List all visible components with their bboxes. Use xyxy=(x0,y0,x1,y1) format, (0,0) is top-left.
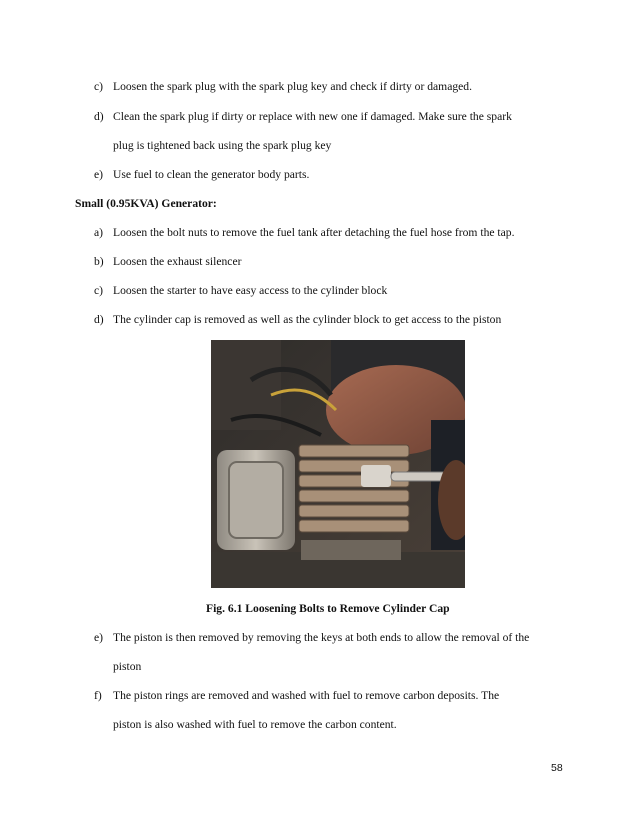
section-heading: Small (0.95KVA) Generator: xyxy=(75,197,217,210)
list-marker: c) xyxy=(94,284,104,297)
list-marker: c) xyxy=(94,80,104,93)
list-item-text: piston xyxy=(113,660,142,673)
list-marker: d) xyxy=(94,110,104,123)
list-marker: a) xyxy=(94,226,104,239)
list-marker: d) xyxy=(94,313,104,326)
figure-caption: Fig. 6.1 Loosening Bolts to Remove Cylinder Cap xyxy=(206,602,450,615)
list-item-text: The piston is then removed by removing the keys at both ends to allow the removal of the xyxy=(113,631,530,644)
list-marker: e) xyxy=(94,631,104,644)
list-item-text: Loosen the bolt nuts to remove the fuel tank after detaching the fuel hose from the tap. xyxy=(113,226,515,239)
list-item-text: The piston rings are removed and washed with fuel to remove carbon deposits. The xyxy=(113,689,500,702)
list-marker: b) xyxy=(94,255,104,268)
list-marker: e) xyxy=(94,168,104,181)
engine-photo xyxy=(211,340,465,588)
list-item-text: Clean the spark plug if dirty or replace with new one if damaged. Make sure the spark xyxy=(113,110,512,123)
page-number: 58 xyxy=(551,762,563,774)
list-marker: f) xyxy=(94,689,102,702)
list-item-text: Use fuel to clean the generator body parts. xyxy=(113,168,310,181)
list-item-text: Loosen the spark plug with the spark plug key and check if dirty or damaged. xyxy=(113,80,472,93)
list-item-text: The cylinder cap is removed as well as the cylinder block to get access to the piston xyxy=(113,313,502,326)
list-item-text: Loosen the starter to have easy access to the cylinder block xyxy=(113,284,388,297)
list-item-text: piston is also washed with fuel to remove the carbon content. xyxy=(113,718,397,731)
list-item-text: Loosen the exhaust silencer xyxy=(113,255,242,268)
list-item-text: plug is tightened back using the spark plug key xyxy=(113,139,332,152)
